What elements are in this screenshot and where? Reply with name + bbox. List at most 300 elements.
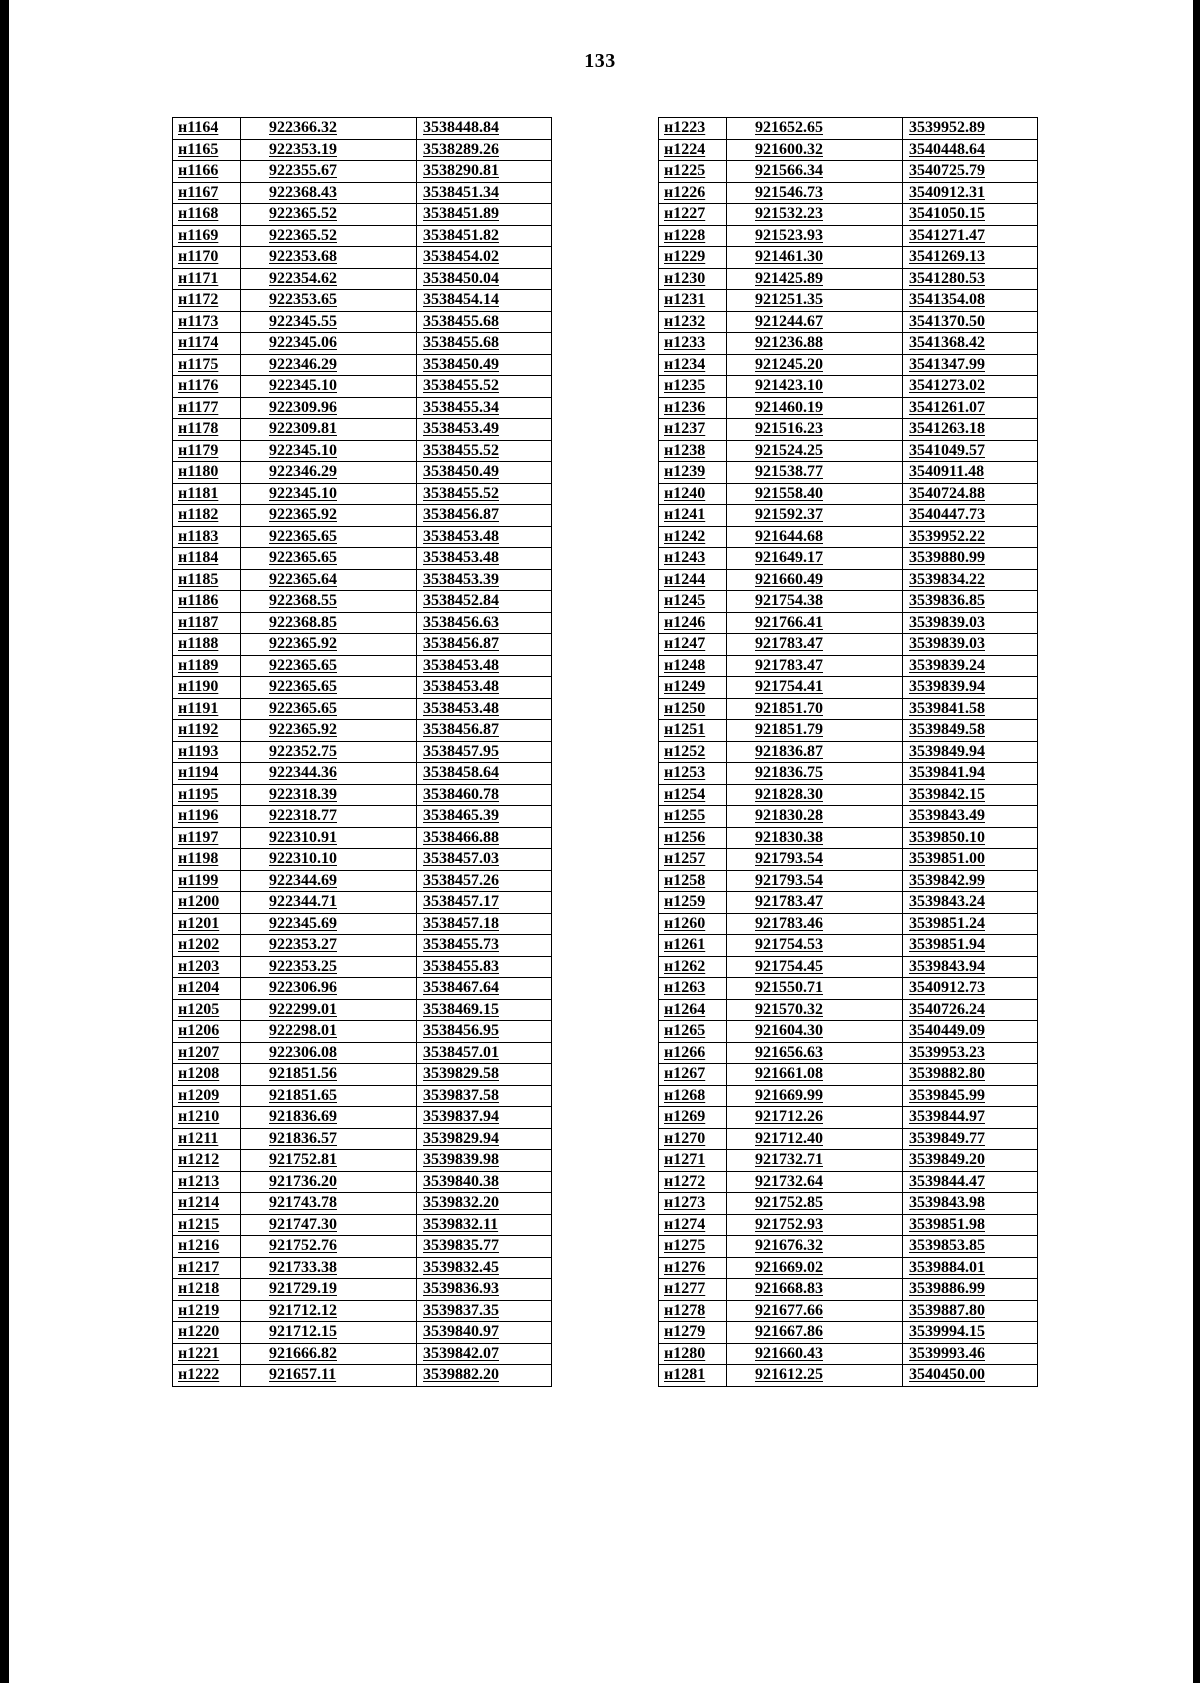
point-id-cell: н1221: [173, 1343, 241, 1365]
table-row: [173, 311, 552, 333]
y-coordinate-cell: 3539882.80: [903, 1064, 1038, 1086]
y-coordinate-cell: 3538453.48: [417, 526, 552, 548]
point-id-cell: н1169: [173, 225, 241, 247]
x-coordinate-cell: 921660.43: [727, 1343, 903, 1365]
point-id-cell: н1222: [173, 1365, 241, 1387]
table-row: [173, 1236, 552, 1258]
point-id-cell: н1201: [173, 913, 241, 935]
y-coordinate-cell: 3539851.00: [903, 849, 1038, 871]
y-coordinate-cell: 3538456.63: [417, 612, 552, 634]
point-id-cell: н1264: [659, 999, 727, 1021]
table-row: [659, 935, 1038, 957]
y-coordinate-cell: 3538457.26: [417, 870, 552, 892]
table-row: [173, 204, 552, 226]
point-id-cell: н1248: [659, 655, 727, 677]
y-coordinate-cell: 3539837.35: [417, 1300, 552, 1322]
table-row: [173, 1322, 552, 1344]
point-id-cell: н1199: [173, 870, 241, 892]
table-row: [173, 1257, 552, 1279]
point-id-cell: н1186: [173, 591, 241, 613]
x-coordinate-cell: 922309.81: [241, 419, 417, 441]
point-id-cell: н1253: [659, 763, 727, 785]
y-coordinate-cell: 3540724.88: [903, 483, 1038, 505]
point-id-cell: н1246: [659, 612, 727, 634]
table-row: [659, 956, 1038, 978]
x-coordinate-cell: 921732.71: [727, 1150, 903, 1172]
table-row: [173, 333, 552, 355]
point-id-cell: н1252: [659, 741, 727, 763]
table-row: [659, 118, 1038, 140]
y-coordinate-cell: 3538465.39: [417, 806, 552, 828]
point-id-cell: н1227: [659, 204, 727, 226]
x-coordinate-cell: 921836.57: [241, 1128, 417, 1150]
table-row: [173, 1085, 552, 1107]
point-id-cell: н1166: [173, 161, 241, 183]
table-row: [659, 1150, 1038, 1172]
point-id-cell: н1179: [173, 440, 241, 462]
table-row: [659, 569, 1038, 591]
point-id-cell: н1270: [659, 1128, 727, 1150]
x-coordinate-cell: 921516.23: [727, 419, 903, 441]
y-coordinate-cell: 3538290.81: [417, 161, 552, 183]
x-coordinate-cell: 922365.65: [241, 526, 417, 548]
x-coordinate-cell: 921546.73: [727, 182, 903, 204]
x-coordinate-cell: 921657.11: [241, 1365, 417, 1387]
table-row: [173, 655, 552, 677]
y-coordinate-cell: 3540450.00: [903, 1365, 1038, 1387]
point-id-cell: н1280: [659, 1343, 727, 1365]
point-id-cell: н1238: [659, 440, 727, 462]
y-coordinate-cell: 3539851.98: [903, 1214, 1038, 1236]
scan-border-right: [1193, 0, 1200, 1683]
table-row: [659, 1236, 1038, 1258]
point-id-cell: н1261: [659, 935, 727, 957]
y-coordinate-cell: 3539882.20: [417, 1365, 552, 1387]
table-row: [659, 1107, 1038, 1129]
table-row: [659, 634, 1038, 656]
point-id-cell: н1209: [173, 1085, 241, 1107]
table-row: [173, 397, 552, 419]
y-coordinate-cell: 3538450.04: [417, 268, 552, 290]
x-coordinate-cell: 922365.65: [241, 698, 417, 720]
x-coordinate-cell: 921754.45: [727, 956, 903, 978]
y-coordinate-cell: 3539836.85: [903, 591, 1038, 613]
point-id-cell: н1271: [659, 1150, 727, 1172]
point-id-cell: н1234: [659, 354, 727, 376]
y-coordinate-cell: 3540725.79: [903, 161, 1038, 183]
y-coordinate-cell: 3538453.48: [417, 698, 552, 720]
point-id-cell: н1278: [659, 1300, 727, 1322]
x-coordinate-cell: 922365.65: [241, 548, 417, 570]
point-id-cell: н1243: [659, 548, 727, 570]
x-coordinate-cell: 921783.46: [727, 913, 903, 935]
coordinates-table-right: [658, 117, 1038, 1387]
y-coordinate-cell: 3539841.94: [903, 763, 1038, 785]
y-coordinate-cell: 3541370.50: [903, 311, 1038, 333]
y-coordinate-cell: 3538453.48: [417, 677, 552, 699]
y-coordinate-cell: 3539842.15: [903, 784, 1038, 806]
point-id-cell: н1165: [173, 139, 241, 161]
table-row: [173, 827, 552, 849]
point-id-cell: н1279: [659, 1322, 727, 1344]
point-id-cell: н1170: [173, 247, 241, 269]
x-coordinate-cell: 921423.10: [727, 376, 903, 398]
y-coordinate-cell: 3538458.64: [417, 763, 552, 785]
x-coordinate-cell: 921245.20: [727, 354, 903, 376]
x-coordinate-cell: 922355.67: [241, 161, 417, 183]
y-coordinate-cell: 3538455.52: [417, 483, 552, 505]
y-coordinate-cell: 3538457.17: [417, 892, 552, 914]
x-coordinate-cell: 922368.85: [241, 612, 417, 634]
table-row: [173, 1064, 552, 1086]
point-id-cell: н1164: [173, 118, 241, 140]
y-coordinate-cell: 3538453.39: [417, 569, 552, 591]
y-coordinate-cell: 3540447.73: [903, 505, 1038, 527]
x-coordinate-cell: 922353.68: [241, 247, 417, 269]
table-row: [173, 1128, 552, 1150]
table-row: [659, 548, 1038, 570]
table-row: [173, 139, 552, 161]
y-coordinate-cell: 3539832.20: [417, 1193, 552, 1215]
table-row: [173, 591, 552, 613]
table-row: [659, 655, 1038, 677]
y-coordinate-cell: 3538455.73: [417, 935, 552, 957]
table-row: [173, 763, 552, 785]
x-coordinate-cell: 922365.92: [241, 720, 417, 742]
table-row: [173, 1042, 552, 1064]
table-row: [659, 397, 1038, 419]
x-coordinate-cell: 922318.77: [241, 806, 417, 828]
x-coordinate-cell: 922353.27: [241, 935, 417, 957]
point-id-cell: н1178: [173, 419, 241, 441]
table-row: [173, 569, 552, 591]
y-coordinate-cell: 3539953.23: [903, 1042, 1038, 1064]
x-coordinate-cell: 921851.56: [241, 1064, 417, 1086]
table-row: [173, 784, 552, 806]
x-coordinate-cell: 922344.69: [241, 870, 417, 892]
y-coordinate-cell: 3538467.64: [417, 978, 552, 1000]
table-row: [659, 182, 1038, 204]
table-row: [659, 720, 1038, 742]
y-coordinate-cell: 3539840.97: [417, 1322, 552, 1344]
x-coordinate-cell: 921830.28: [727, 806, 903, 828]
page-number: 133: [584, 50, 616, 72]
y-coordinate-cell: 3539844.47: [903, 1171, 1038, 1193]
table-row: [173, 612, 552, 634]
table-row: [173, 182, 552, 204]
y-coordinate-cell: 3538454.02: [417, 247, 552, 269]
point-id-cell: н1217: [173, 1257, 241, 1279]
y-coordinate-cell: 3538451.34: [417, 182, 552, 204]
y-coordinate-cell: 3539849.94: [903, 741, 1038, 763]
table-row: [659, 139, 1038, 161]
y-coordinate-cell: 3538451.89: [417, 204, 552, 226]
x-coordinate-cell: 922368.43: [241, 182, 417, 204]
table-row: [173, 1193, 552, 1215]
x-coordinate-cell: 921836.69: [241, 1107, 417, 1129]
table-row: [659, 354, 1038, 376]
table-row: [173, 290, 552, 312]
y-coordinate-cell: 3539841.58: [903, 698, 1038, 720]
point-id-cell: н1254: [659, 784, 727, 806]
x-coordinate-cell: 921666.82: [241, 1343, 417, 1365]
point-id-cell: н1192: [173, 720, 241, 742]
y-coordinate-cell: 3539836.93: [417, 1279, 552, 1301]
x-coordinate-cell: 922365.52: [241, 225, 417, 247]
point-id-cell: н1229: [659, 247, 727, 269]
y-coordinate-cell: 3538457.01: [417, 1042, 552, 1064]
table-row: [173, 1150, 552, 1172]
table-row: [173, 483, 552, 505]
coordinates-table-right-body: [659, 118, 1038, 1387]
y-coordinate-cell: 3538455.52: [417, 440, 552, 462]
point-id-cell: н1255: [659, 806, 727, 828]
table-row: [659, 1085, 1038, 1107]
y-coordinate-cell: 3539835.77: [417, 1236, 552, 1258]
y-coordinate-cell: 3539884.01: [903, 1257, 1038, 1279]
table-row: [173, 677, 552, 699]
x-coordinate-cell: 921532.23: [727, 204, 903, 226]
point-id-cell: н1223: [659, 118, 727, 140]
table-row: [659, 483, 1038, 505]
point-id-cell: н1259: [659, 892, 727, 914]
y-coordinate-cell: 3541261.07: [903, 397, 1038, 419]
x-coordinate-cell: 921736.20: [241, 1171, 417, 1193]
y-coordinate-cell: 3539839.24: [903, 655, 1038, 677]
table-row: [173, 806, 552, 828]
y-coordinate-cell: 3539842.99: [903, 870, 1038, 892]
table-row: [659, 225, 1038, 247]
point-id-cell: н1219: [173, 1300, 241, 1322]
point-id-cell: н1195: [173, 784, 241, 806]
point-id-cell: н1281: [659, 1365, 727, 1387]
y-coordinate-cell: 3541269.13: [903, 247, 1038, 269]
x-coordinate-cell: 922318.39: [241, 784, 417, 806]
point-id-cell: н1239: [659, 462, 727, 484]
y-coordinate-cell: 3539843.49: [903, 806, 1038, 828]
y-coordinate-cell: 3538457.95: [417, 741, 552, 763]
table-row: [659, 698, 1038, 720]
x-coordinate-cell: 922306.08: [241, 1042, 417, 1064]
point-id-cell: н1198: [173, 849, 241, 871]
y-coordinate-cell: 3539851.94: [903, 935, 1038, 957]
x-coordinate-cell: 921676.32: [727, 1236, 903, 1258]
x-coordinate-cell: 921743.78: [241, 1193, 417, 1215]
y-coordinate-cell: 3541050.15: [903, 204, 1038, 226]
point-id-cell: н1215: [173, 1214, 241, 1236]
table-row: [173, 1365, 552, 1387]
table-row: [659, 741, 1038, 763]
y-coordinate-cell: 3538451.82: [417, 225, 552, 247]
y-coordinate-cell: 3538453.48: [417, 655, 552, 677]
y-coordinate-cell: 3541280.53: [903, 268, 1038, 290]
table-row: [659, 1171, 1038, 1193]
y-coordinate-cell: 3538455.34: [417, 397, 552, 419]
point-id-cell: н1231: [659, 290, 727, 312]
point-id-cell: н1269: [659, 1107, 727, 1129]
y-coordinate-cell: 3538456.87: [417, 720, 552, 742]
table-row: [659, 806, 1038, 828]
x-coordinate-cell: 921461.30: [727, 247, 903, 269]
point-id-cell: н1180: [173, 462, 241, 484]
table-row: [173, 999, 552, 1021]
x-coordinate-cell: 921660.49: [727, 569, 903, 591]
x-coordinate-cell: 921604.30: [727, 1021, 903, 1043]
y-coordinate-cell: 3539842.07: [417, 1343, 552, 1365]
point-id-cell: н1276: [659, 1257, 727, 1279]
point-id-cell: н1197: [173, 827, 241, 849]
x-coordinate-cell: 921558.40: [727, 483, 903, 505]
point-id-cell: н1277: [659, 1279, 727, 1301]
x-coordinate-cell: 921251.35: [727, 290, 903, 312]
y-coordinate-cell: 3538452.84: [417, 591, 552, 613]
y-coordinate-cell: 3539839.03: [903, 612, 1038, 634]
x-coordinate-cell: 921752.81: [241, 1150, 417, 1172]
point-id-cell: н1194: [173, 763, 241, 785]
y-coordinate-cell: 3540448.64: [903, 139, 1038, 161]
point-id-cell: н1168: [173, 204, 241, 226]
y-coordinate-cell: 3539829.94: [417, 1128, 552, 1150]
table-row: [173, 1343, 552, 1365]
table-row: [173, 1214, 552, 1236]
y-coordinate-cell: 3539952.89: [903, 118, 1038, 140]
x-coordinate-cell: 921649.17: [727, 548, 903, 570]
x-coordinate-cell: 922345.10: [241, 483, 417, 505]
x-coordinate-cell: 921712.12: [241, 1300, 417, 1322]
point-id-cell: н1272: [659, 1171, 727, 1193]
y-coordinate-cell: 3540912.73: [903, 978, 1038, 1000]
table-row: [659, 204, 1038, 226]
y-coordinate-cell: 3538453.49: [417, 419, 552, 441]
point-id-cell: н1263: [659, 978, 727, 1000]
x-coordinate-cell: 921729.19: [241, 1279, 417, 1301]
x-coordinate-cell: 921538.77: [727, 462, 903, 484]
point-id-cell: н1208: [173, 1064, 241, 1086]
table-row: [659, 1365, 1038, 1387]
x-coordinate-cell: 921667.86: [727, 1322, 903, 1344]
x-coordinate-cell: 921677.66: [727, 1300, 903, 1322]
x-coordinate-cell: 921828.30: [727, 784, 903, 806]
table-row: [173, 419, 552, 441]
x-coordinate-cell: 921712.40: [727, 1128, 903, 1150]
coordinates-table-left-body: [173, 118, 552, 1387]
x-coordinate-cell: 921712.15: [241, 1322, 417, 1344]
x-coordinate-cell: 921644.68: [727, 526, 903, 548]
table-row: [173, 698, 552, 720]
point-id-cell: н1242: [659, 526, 727, 548]
table-row: [659, 161, 1038, 183]
y-coordinate-cell: 3539843.24: [903, 892, 1038, 914]
point-id-cell: н1174: [173, 333, 241, 355]
y-coordinate-cell: 3538457.03: [417, 849, 552, 871]
table-row: [659, 1021, 1038, 1043]
point-id-cell: н1266: [659, 1042, 727, 1064]
point-id-cell: н1196: [173, 806, 241, 828]
x-coordinate-cell: 922310.10: [241, 849, 417, 871]
point-id-cell: н1206: [173, 1021, 241, 1043]
x-coordinate-cell: 921652.65: [727, 118, 903, 140]
point-id-cell: н1257: [659, 849, 727, 871]
table-row: [173, 1300, 552, 1322]
point-id-cell: н1245: [659, 591, 727, 613]
table-row: [659, 827, 1038, 849]
y-coordinate-cell: 3538453.48: [417, 548, 552, 570]
y-coordinate-cell: 3541263.18: [903, 419, 1038, 441]
y-coordinate-cell: 3541368.42: [903, 333, 1038, 355]
y-coordinate-cell: 3541354.08: [903, 290, 1038, 312]
x-coordinate-cell: 921783.47: [727, 655, 903, 677]
x-coordinate-cell: 922346.29: [241, 354, 417, 376]
table-row: [173, 1107, 552, 1129]
x-coordinate-cell: 921733.38: [241, 1257, 417, 1279]
point-id-cell: н1224: [659, 139, 727, 161]
x-coordinate-cell: 922365.52: [241, 204, 417, 226]
point-id-cell: н1250: [659, 698, 727, 720]
x-coordinate-cell: 921793.54: [727, 870, 903, 892]
point-id-cell: н1218: [173, 1279, 241, 1301]
point-id-cell: н1187: [173, 612, 241, 634]
x-coordinate-cell: 922344.71: [241, 892, 417, 914]
table-row: [659, 892, 1038, 914]
point-id-cell: н1275: [659, 1236, 727, 1258]
x-coordinate-cell: 921712.26: [727, 1107, 903, 1129]
x-coordinate-cell: 921592.37: [727, 505, 903, 527]
y-coordinate-cell: 3541271.47: [903, 225, 1038, 247]
y-coordinate-cell: 3539849.58: [903, 720, 1038, 742]
y-coordinate-cell: 3539839.03: [903, 634, 1038, 656]
table-row: [173, 376, 552, 398]
table-row: [659, 1128, 1038, 1150]
x-coordinate-cell: 922365.92: [241, 634, 417, 656]
x-coordinate-cell: 921851.79: [727, 720, 903, 742]
table-row: [659, 1343, 1038, 1365]
x-coordinate-cell: 922366.32: [241, 118, 417, 140]
x-coordinate-cell: 922365.64: [241, 569, 417, 591]
table-row: [659, 763, 1038, 785]
point-id-cell: н1184: [173, 548, 241, 570]
point-id-cell: н1211: [173, 1128, 241, 1150]
y-coordinate-cell: 3539843.94: [903, 956, 1038, 978]
table-row: [173, 634, 552, 656]
point-id-cell: н1256: [659, 827, 727, 849]
point-id-cell: н1268: [659, 1085, 727, 1107]
point-id-cell: н1214: [173, 1193, 241, 1215]
point-id-cell: н1267: [659, 1064, 727, 1086]
table-row: [173, 892, 552, 914]
x-coordinate-cell: 922345.06: [241, 333, 417, 355]
point-id-cell: н1189: [173, 655, 241, 677]
table-row: [173, 440, 552, 462]
y-coordinate-cell: 3538456.87: [417, 505, 552, 527]
table-row: [659, 1214, 1038, 1236]
x-coordinate-cell: 922344.36: [241, 763, 417, 785]
point-id-cell: н1258: [659, 870, 727, 892]
x-coordinate-cell: 922345.55: [241, 311, 417, 333]
point-id-cell: н1193: [173, 741, 241, 763]
x-coordinate-cell: 921754.38: [727, 591, 903, 613]
y-coordinate-cell: 3538455.52: [417, 376, 552, 398]
table-row: [659, 333, 1038, 355]
y-coordinate-cell: 3541273.02: [903, 376, 1038, 398]
point-id-cell: н1244: [659, 569, 727, 591]
y-coordinate-cell: 3539952.22: [903, 526, 1038, 548]
point-id-cell: н1260: [659, 913, 727, 935]
x-coordinate-cell: 922353.65: [241, 290, 417, 312]
x-coordinate-cell: 922368.55: [241, 591, 417, 613]
table-row: [659, 849, 1038, 871]
y-coordinate-cell: 3539832.11: [417, 1214, 552, 1236]
table-row: [659, 268, 1038, 290]
